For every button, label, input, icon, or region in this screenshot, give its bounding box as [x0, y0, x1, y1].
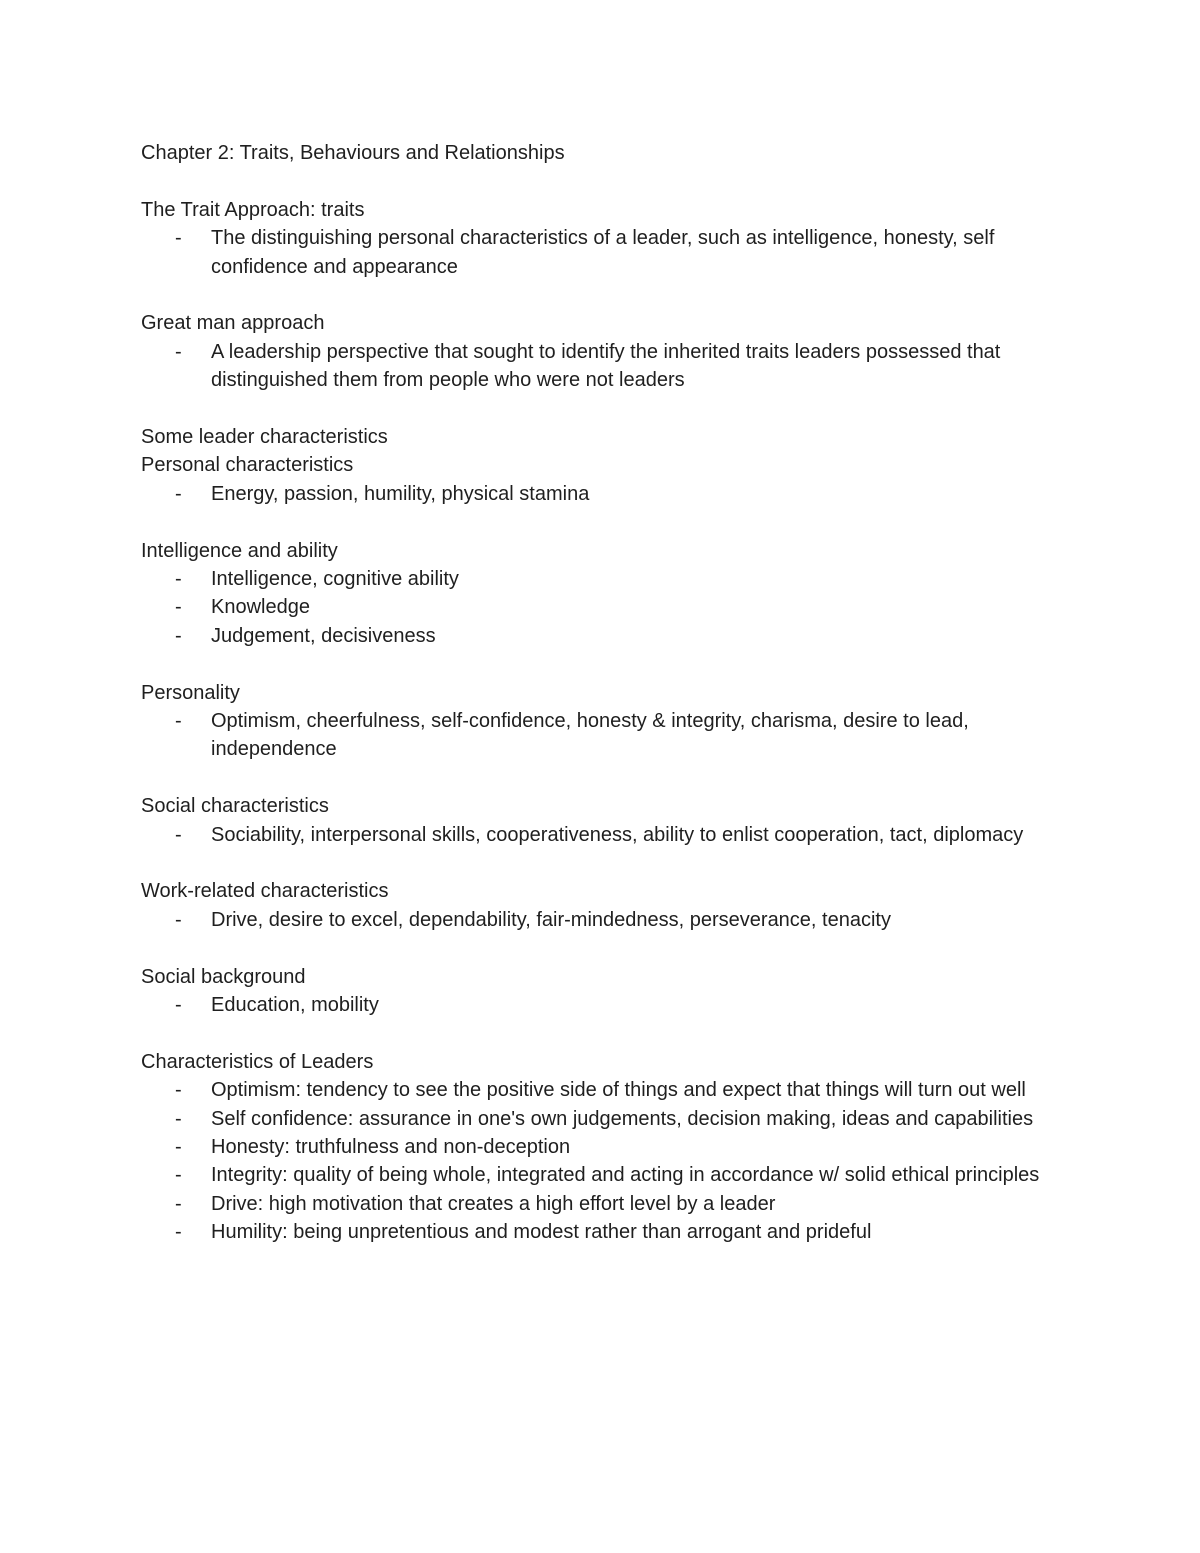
dash-bullet: - [175, 908, 182, 931]
list-item-text: Knowledge [211, 596, 310, 619]
bullet-list [141, 480, 1061, 508]
section-trait-approach [141, 196, 1061, 281]
list-item [141, 1105, 1061, 1133]
dash-bullet: - [175, 227, 182, 250]
section-heading: Great man approach [141, 312, 325, 335]
bullet-list [141, 338, 1061, 395]
list-item [141, 1161, 1061, 1189]
document-page [141, 139, 1061, 1247]
dash-bullet: - [175, 1164, 182, 1187]
section-heading: Work-related characteristics [141, 880, 389, 903]
list-item-text: Energy, passion, humility, physical stamina [211, 482, 590, 505]
section-heading: Personality [141, 681, 240, 704]
section-subheading: Personal characteristics [141, 454, 354, 477]
bullet-list [141, 1076, 1061, 1246]
section-social-background [141, 963, 1061, 1020]
list-item-text: Education, mobility [211, 994, 379, 1017]
spacer [141, 934, 1061, 962]
list-item [141, 1076, 1061, 1104]
bullet-list [141, 565, 1061, 650]
list-item-text: Drive, desire to excel, dependability, fair-mindedness, perseverance, tenacity [211, 908, 891, 931]
document-title: Chapter 2: Traits, Behaviours and Relationships [141, 142, 565, 164]
dash-bullet: - [175, 1136, 182, 1159]
list-item [141, 1218, 1061, 1246]
dash-bullet: - [175, 823, 182, 846]
list-item [141, 338, 1061, 395]
list-item-text: A leadership perspective that sought to identify the inherited traits leaders possessed that distinguished them from people who were not leaders [211, 340, 1001, 392]
list-item [141, 565, 1061, 593]
dash-bullet: - [175, 1192, 182, 1215]
list-item [141, 622, 1061, 650]
section-heading: Social background [141, 965, 306, 988]
list-item [141, 480, 1061, 508]
dash-bullet: - [175, 1079, 182, 1102]
bullet-list [141, 906, 1061, 934]
section-heading: Characteristics of Leaders [141, 1050, 374, 1073]
section-heading: Social characteristics [141, 795, 329, 818]
dash-bullet: - [175, 710, 182, 733]
list-item-text: The distinguishing personal characteristics of a leader, such as intelligence, honesty, self confidence and appearance [211, 227, 995, 278]
dash-bullet: - [175, 482, 182, 505]
section-heading: The Trait Approach: traits [141, 198, 365, 221]
list-item-text: Humility: being unpretentious and modest rather than arrogant and prideful [211, 1221, 872, 1244]
list-item-text: Judgement, decisiveness [211, 624, 436, 647]
list-item-text: Optimism, cheerfulness, self-confidence, honesty & integrity, charisma, desire to lead, independence [211, 710, 969, 761]
list-item-text: Integrity: quality of being whole, integrated and acting in accordance w/ solid ethical principles [211, 1164, 1040, 1187]
list-item-text: Optimism: tendency to see the positive side of things and expect that things will turn out well [211, 1079, 1026, 1102]
list-item-text: Drive: high motivation that creates a high effort level by a leader [211, 1192, 776, 1215]
section-heading: Intelligence and ability [141, 539, 338, 562]
bullet-list [141, 991, 1061, 1019]
list-item [141, 906, 1061, 934]
dash-bullet: - [175, 624, 182, 647]
list-item [141, 991, 1061, 1019]
list-item [141, 707, 1061, 764]
section-characteristics-of-leaders [141, 1048, 1061, 1247]
dash-bullet: - [175, 568, 182, 591]
section-heading: Some leader characteristics [141, 426, 388, 449]
list-item [141, 1133, 1061, 1161]
list-item [141, 593, 1061, 621]
section-intelligence-ability [141, 537, 1061, 651]
bullet-list [141, 821, 1061, 849]
spacer [141, 508, 1061, 536]
spacer [141, 395, 1061, 423]
section-personality [141, 679, 1061, 764]
section-work-related [141, 877, 1061, 934]
list-item-text: Sociability, interpersonal skills, cooperativeness, ability to enlist cooperation, tact, diplomacy [211, 823, 1024, 846]
spacer [141, 1019, 1061, 1047]
spacer [141, 849, 1061, 877]
dash-bullet: - [175, 994, 182, 1017]
spacer [141, 764, 1061, 792]
spacer [141, 167, 1061, 195]
spacer [141, 650, 1061, 678]
dash-bullet: - [175, 340, 182, 363]
dash-bullet: - [175, 1221, 182, 1244]
dash-bullet: - [175, 1107, 182, 1130]
list-item [141, 821, 1061, 849]
spacer [141, 281, 1061, 309]
dash-bullet: - [175, 596, 182, 619]
section-social-characteristics [141, 792, 1061, 849]
list-item-text: Honesty: truthfulness and non-deception [211, 1136, 571, 1159]
section-personal-characteristics [141, 423, 1061, 508]
list-item-text: Intelligence, cognitive ability [211, 568, 459, 591]
bullet-list [141, 224, 1061, 281]
bullet-list [141, 707, 1061, 764]
list-item-text: Self confidence: assurance in one's own judgements, decision making, ideas and capabilities [211, 1107, 1034, 1130]
list-item [141, 224, 1061, 281]
list-item [141, 1190, 1061, 1218]
section-great-man-approach [141, 309, 1061, 394]
